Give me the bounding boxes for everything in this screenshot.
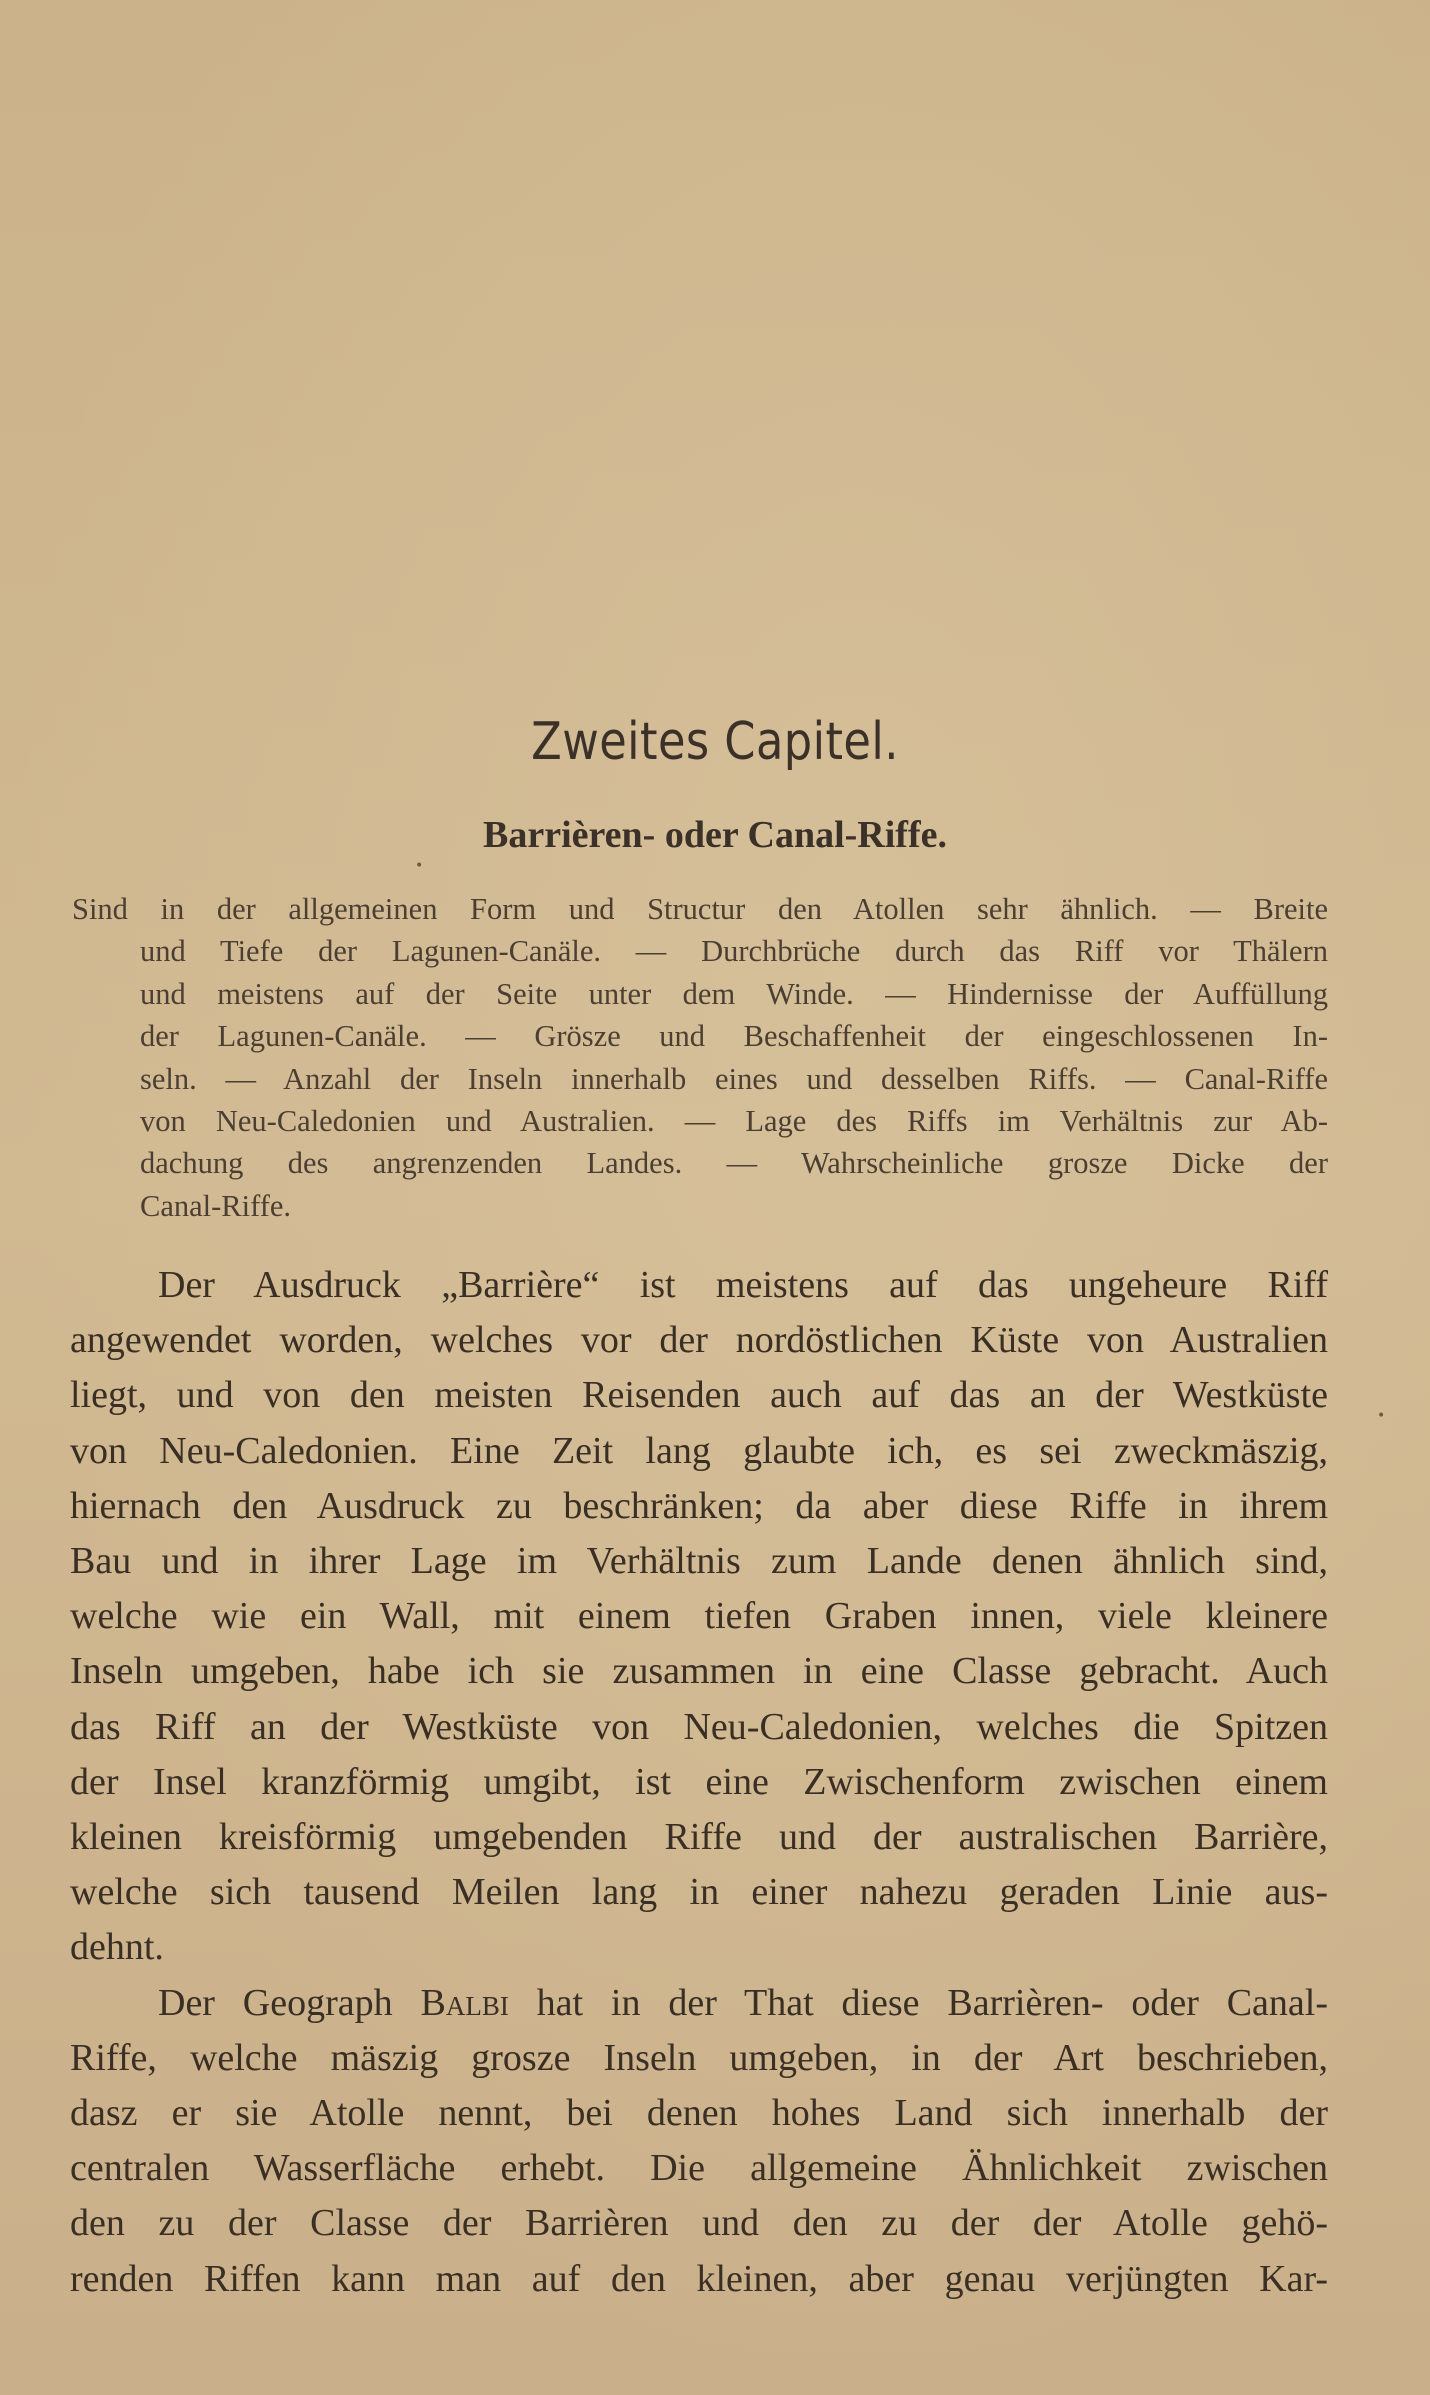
paragraph-1-line: das Riff an der Westküste von Neu-Caledonien, welches die Spitzen xyxy=(70,1705,1328,1748)
chapter-title: Zweites Capitel. xyxy=(531,712,899,772)
paragraph-1-line: von Neu-Caledonien. Eine Zeit lang glaubte ich, es sei zweckmäszig, xyxy=(70,1429,1328,1472)
body-text xyxy=(70,1258,1328,2307)
author-name-balbi: Balbi xyxy=(420,1981,509,2024)
paragraph-1-line: der Insel kranzförmig umgibt, ist eine Zwischenform zwischen einem xyxy=(70,1760,1328,1803)
chapter-summary xyxy=(72,888,1328,1227)
paragraph-2-line: Riffe, welche mäszig grosze Inseln umgeben, in der Art beschrieben, xyxy=(70,2036,1328,2079)
summary-line: Sind in der allgemeinen Form und Structur den Atollen sehr ähnlich. — Breite xyxy=(72,892,1328,926)
paragraph-1-line: angewendet worden, welches vor der nordöstlichen Küste von Australien xyxy=(70,1319,1328,1362)
summary-line: Canal-Riffe. xyxy=(140,1188,292,1223)
paragraph-2-text: Der Geograph xyxy=(158,1981,421,2024)
summary-line: dachung des angrenzenden Landes. — Wahrscheinliche grosze Dicke der xyxy=(140,1146,1328,1181)
paragraph-1-line: welche wie ein Wall, mit einem tiefen Graben innen, viele kleinere xyxy=(70,1595,1328,1638)
ink-speck: • xyxy=(1377,1408,1386,1424)
section-title: Barrièren- oder Canal-Riffe. xyxy=(483,814,947,856)
paragraph-2-line: dasz er sie Atolle nennt, bei denen hohes Land sich innerhalb der xyxy=(70,2092,1328,2135)
paragraph-2-line: den zu der Classe der Barrièren und den zu der der Atolle gehö- xyxy=(70,2202,1328,2245)
paragraph-2-text: hat in der That diese Barrièren- oder Canal- xyxy=(508,1981,1328,2024)
summary-line: und Tiefe der Lagunen-Canäle. — Durchbrüche durch das Riff vor Thälern xyxy=(140,934,1328,969)
paragraph-1-line: Inseln umgeben, habe ich sie zusammen in eine Classe gebracht. Auch xyxy=(70,1650,1328,1693)
ink-speck: • xyxy=(415,858,424,874)
summary-line: von Neu-Caledonien und Australien. — Lage des Riffs im Verhältnis zur Ab- xyxy=(140,1104,1328,1139)
paragraph-1-line: liegt, und von den meisten Reisenden auch auf das an der Westküste xyxy=(70,1374,1328,1417)
paragraph-2-line: renden Riffen kann man auf den kleinen, aber genau verjüngten Kar- xyxy=(70,2257,1328,2300)
summary-line: und meistens auf der Seite unter dem Winde. — Hindernisse der Auffüllung xyxy=(140,976,1328,1011)
paragraph-2-line xyxy=(70,1976,1328,2031)
summary-line: seln. — Anzahl der Inseln innerhalb eines und desselben Riffs. — Canal-Riffe xyxy=(140,1061,1328,1096)
paragraph-2-line: centralen Wasserfläche erhebt. Die allgemeine Ähnlichkeit zwischen xyxy=(70,2147,1328,2190)
paragraph-1-line: kleinen kreisförmig umgebenden Riffe und der australischen Barrière, xyxy=(70,1816,1328,1859)
paragraph-1-line: hiernach den Ausdruck zu beschränken; da aber diese Riffe in ihrem xyxy=(70,1484,1328,1527)
paragraph-1-line: Der Ausdruck „Barrière“ ist meistens auf das ungeheure Riff xyxy=(158,1264,1328,1306)
paragraph-1-line: welche sich tausend Meilen lang in einer nahezu geraden Linie aus- xyxy=(70,1871,1328,1914)
paragraph-1-line: dehnt. xyxy=(70,1926,164,1969)
paragraph-1-line: Bau und in ihrer Lage im Verhältnis zum Lande denen ähnlich sind, xyxy=(70,1540,1328,1583)
summary-line: der Lagunen-Canäle. — Grösze und Beschaffenheit der eingeschlossenen In- xyxy=(140,1019,1328,1054)
